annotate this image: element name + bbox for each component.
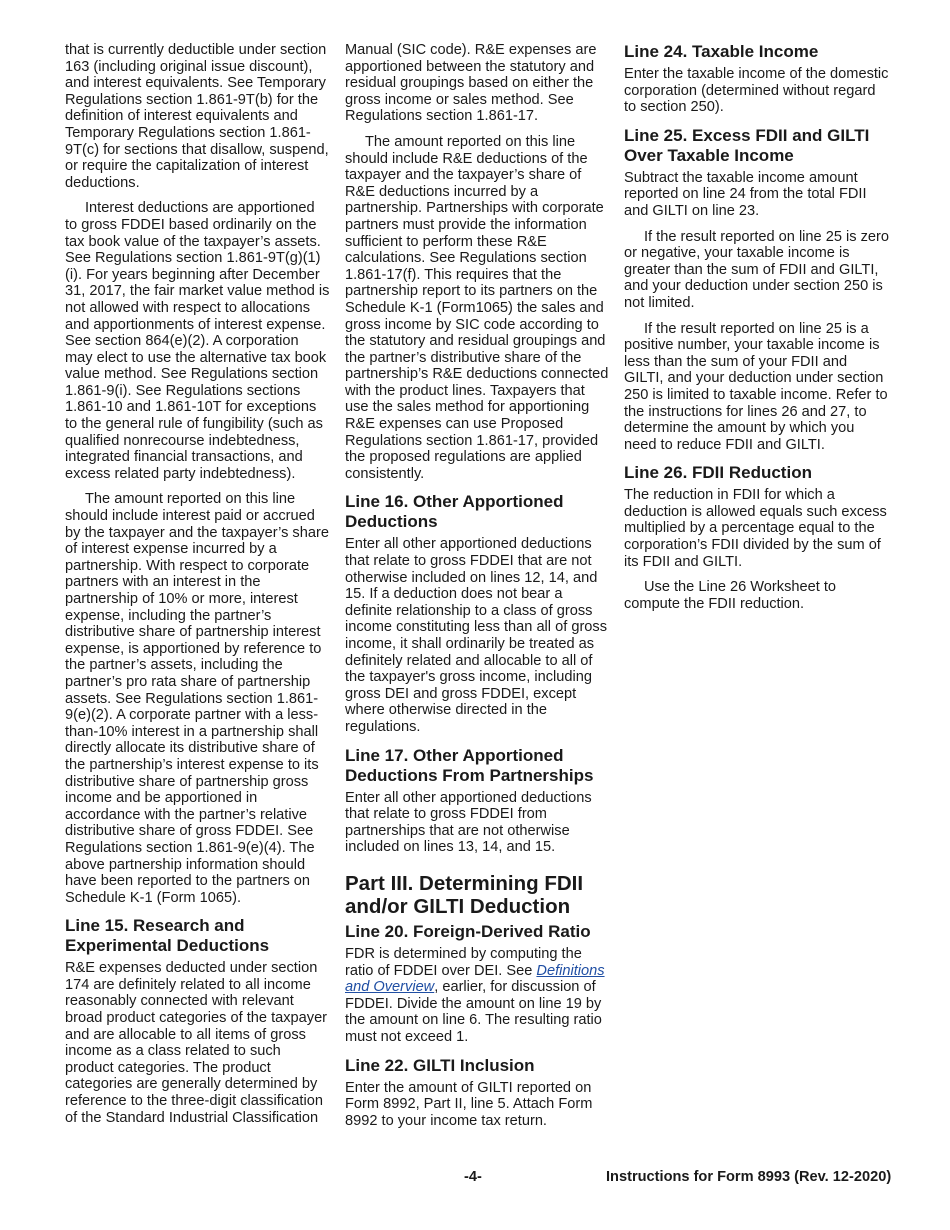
paragraph: Subtract the taxable income amount reported on line 24 from the total FDII and GILTI on line 23. <box>624 169 867 219</box>
page-number: -4- <box>464 1169 482 1185</box>
paragraph: Enter all other apportioned deductions that relate to gross FDDEI that are not otherwise included on lines 12, 14, and 15. If a deduction does not bear a definite relationship to a class of gross income constituting less than all of gross income, it shall ordinarily be treated as definitely related and allocable to all of the taxpayer's gross income, including gross DEI and gross FDDEI, except where otherwise directed in the regulations. <box>345 536 608 735</box>
heading-line-24: Line 24. Taxable Income <box>624 42 819 61</box>
paragraph: The amount reported on this line should include R&E deductions of the taxpayer and the taxpayer’s share of R&E deductions incurred by a partnership. Partnerships with corporate partners must provide the information sufficient to perform these R&E calculations. See Regulations section 1.861-17(f). This requires that the partnership report to its partners on the Schedule K-1 (Form1065) the sales and gross income by SIC code according to the statutory and residual groupings and the partner’s distributive share of the partnership’s R&E deductions connected with the product lines. Taxpayers that use the sales method for apportioning R&E expenses can use Proposed Regulations section 1.861-17, provided the proposed regulations are applied consistently. <box>345 133 609 482</box>
paragraph: If the result reported on line 25 is zero or negative, your taxable income is greater than the sum of FDII and GILTI, and your deduction under section 250 is not limited. <box>624 228 889 311</box>
footer-title: Instructions for Form 8993 (Rev. 12-2020) <box>606 1169 892 1185</box>
heading-part-3: Part III. Determining FDII and/or GILTI Deduction <box>345 871 584 918</box>
paragraph: If the result reported on line 25 is a positive number, your taxable income is less than the sum of your FDII and GILTI, and your deduction under section 250 is limited to taxable income. Refer to the instructions for lines 26 and 27, to determine the amount by which you need to reduce FDII and GILTI. <box>624 320 888 453</box>
paragraph: Enter all other apportioned deductions that relate to gross FDDEI from partnerships that are not otherwise included on lines 13, 14, and 15. <box>345 789 592 856</box>
paragraph: Use the Line 26 Worksheet to compute the FDII reduction. <box>624 579 836 612</box>
column-1 <box>65 40 330 1135</box>
column-2 <box>345 40 610 1138</box>
paragraph: The reduction in FDII for which a deduction is allowed equals such excess multiplied by a percentage equal to the corporation’s FDII divided by the sum of its FDII and GILTI. <box>624 487 887 570</box>
heading-line-25: Line 25. Excess FDII and GILTI Over Taxable Income <box>624 125 870 165</box>
paragraph: Interest deductions are apportioned to gross FDDEI based ordinarily on the tax book value of the taxpayer’s assets. See Regulations section 1.861-9T(g)(1)(i). For years beginning after December 31, 2017, the fair market value method is not allowed with respect to allocations and apportionments of interest expense. See section 864(e)(2). A corporation may elect to use the alternative tax book value method. See Regulations section 1.861-9(i). See Regulations sections 1.861-10 and 1.861-10T for exceptions to the general rule of fungibility (such as qualified nonrecourse indebtedness, integrated financial transactions, and excess related party indebtedness). <box>65 200 330 482</box>
column-3 <box>624 40 889 621</box>
paragraph: R&E expenses deducted under section 174 are definitely related to all income reasonably connected with relevant broad product categories of the taxpayer and are allocable to all items of gross income as a class related to such product categories. The product categories are generally determined by reference to the three-digit classification of the Standard Industrial Classification <box>65 960 328 1126</box>
paragraph: Manual (SIC code). R&E expenses are apportioned between the statutory and residual groupings based on either the gross income or sales method. See Regulations section 1.861-17. <box>345 42 597 125</box>
text: FDR is determined by computing the ratio of FDDEI over DEI. See <box>345 945 582 979</box>
paragraph-line-20 <box>345 946 610 1046</box>
text: , earlier, for discussion of FDDEI. Divide the amount on line 19 by the amount on line 6. The resulting ratio must not exceed 1. <box>345 979 602 1045</box>
paragraph: Enter the amount of GILTI reported on Form 8992, Part II, line 5. Attach Form 8992 to your income tax return. <box>345 1079 593 1129</box>
heading-line-22: Line 22. GILTI Inclusion <box>345 1055 535 1075</box>
heading-line-15: Line 15. Research and Experimental Deductions <box>65 916 270 956</box>
paragraph: The amount reported on this line should include interest paid or accrued by the taxpayer and the taxpayer’s share of interest expense incurred by a partnership. With respect to corporate partners with an interest in the partnership of 10% or more, interest expense, including the partner’s distributive share of partnership interest expense, is apportioned by reference to the partner’s assets, including the partner’s pro rata share of partnership assets. See Regulations section 1.861-9(e)(2). A corporate partner with a less-than-10% interest in a partnership shall directly allocate its distributive share of the partnership’s interest expense to its distributive share of partnership gross income and be apportioned in accordance with the partner’s relative distributive share of gross FDDEI. See Regulations section 1.861-9(e)(4). The above partnership information should have been reported to the partners on Schedule K-1 (Form 1065). <box>65 491 329 906</box>
paragraph: that is currently deductible under section 163 (including original issue discount), and interest equivalents. See Temporary Regulations section 1.861-9T(b) for the definition of interest equivalents and Temporary Regulations section 1.861-9T(c) for sections that disallow, suspend, or require the capitalization of interest deductions. <box>65 42 329 191</box>
definitions-overview-link[interactable]: Definitions and Overview <box>345 962 605 996</box>
heading-line-17: Line 17. Other Apportioned Deductions From Partnerships <box>345 745 594 785</box>
heading-line-16: Line 16. Other Apportioned Deductions <box>345 492 564 532</box>
heading-line-20: Line 20. Foreign-Derived Ratio <box>345 921 591 941</box>
paragraph: Enter the taxable income of the domestic corporation (determined without regard to section 250). <box>624 66 889 116</box>
heading-line-26: Line 26. FDII Reduction <box>624 463 812 483</box>
